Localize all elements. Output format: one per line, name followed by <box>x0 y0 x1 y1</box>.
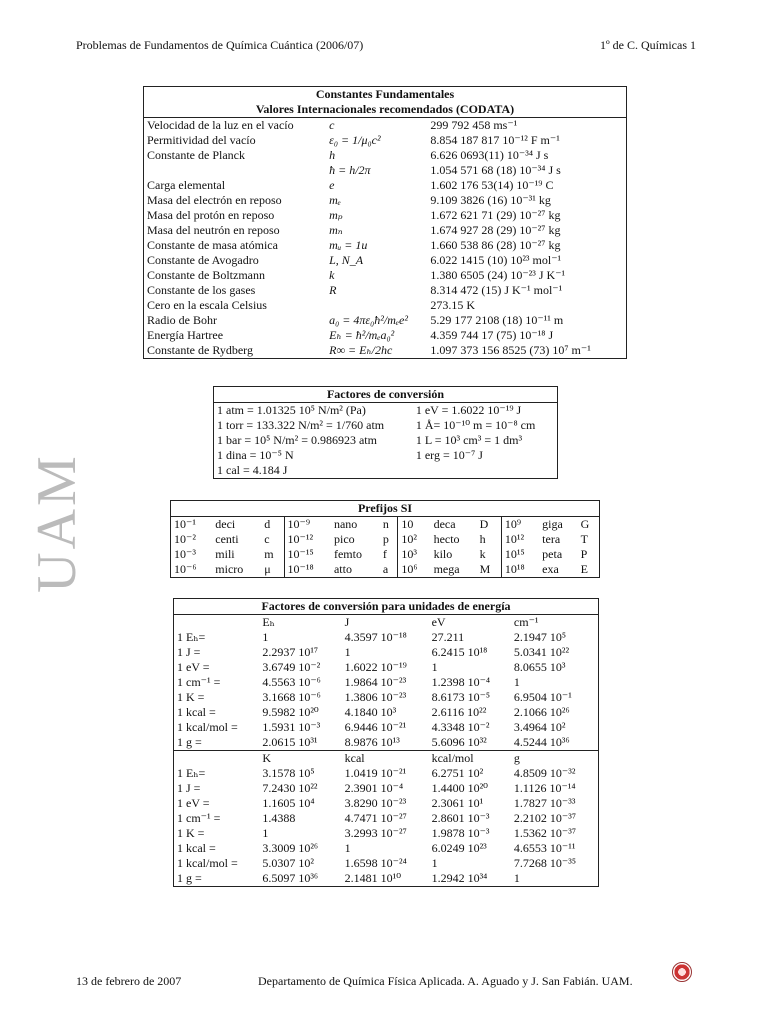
constant-value: 8.854 187 817 10⁻¹² F m⁻¹ <box>430 133 560 147</box>
prefix-symbol: a <box>382 562 389 576</box>
table-row <box>171 562 600 578</box>
table-row-cell: 1 Eₕ= <box>177 630 206 644</box>
table-row-cell: 1 <box>513 871 520 885</box>
prefix-name: giga <box>542 517 563 531</box>
table-row <box>214 403 558 419</box>
table-row-cell: 1.9878 10⁻³ <box>431 826 490 840</box>
prefix-name: exa <box>542 562 559 576</box>
energy-header-row <box>174 751 599 767</box>
table-row-cell: 3.6749 10⁻² <box>262 660 321 674</box>
prefixes-title: Prefijos SI <box>171 501 600 517</box>
table-row <box>174 630 599 645</box>
table-row <box>171 517 600 533</box>
table-row-cell: 2.2102 10⁻³⁷ <box>513 811 577 825</box>
prefix-power: 10¹⁸ <box>501 562 539 578</box>
conversion-left: 1 bar = 10⁵ N/m² = 0.986923 atm <box>217 433 377 447</box>
conversion-right <box>413 463 558 479</box>
prefix-symbol: E <box>580 562 588 576</box>
prefix-name: atto <box>333 562 352 576</box>
table-row-cell: 1 cm⁻¹ = <box>177 811 221 825</box>
prefix-symbol: m <box>264 547 274 561</box>
table-row <box>144 118 627 134</box>
table-row-cell: 4.8509 10⁻³² <box>513 766 576 780</box>
table-row-cell: 1 g = <box>177 871 202 885</box>
table-row-cell: 27.211 <box>431 630 465 644</box>
conversion-right: 1 L = 10³ cm³ = 1 dm³ <box>415 433 523 447</box>
energy-title: Factores de conversión para unidades de energía <box>174 599 599 615</box>
prefix-power: 10⁶ <box>398 562 431 578</box>
table-row <box>214 448 558 463</box>
prefix-name: hecto <box>433 532 460 546</box>
constant-symbol: R∞ = Eₕ/2hc <box>329 343 393 357</box>
constants-subtitle: Valores Internacionales recomendados (CODATA) <box>144 102 627 118</box>
table-row-cell: 1 K = <box>177 690 205 704</box>
table-row <box>144 253 627 268</box>
energy-header-row-cell: Eₕ <box>259 615 341 631</box>
constant-name: Energía Hartree <box>147 328 224 342</box>
table-row <box>144 343 627 359</box>
conversion-table <box>213 386 558 479</box>
table-row-cell: 1 eV = <box>177 660 210 674</box>
table-row <box>174 811 599 826</box>
table-row <box>144 208 627 223</box>
table-row-cell: 5.0307 10² <box>262 856 314 870</box>
table-row-cell: 3.4964 10² <box>513 720 566 734</box>
prefix-symbol: f <box>382 547 387 561</box>
table-row-cell: 7.2430 10²² <box>262 781 318 795</box>
table-row-cell: 2.1481 10¹⁰ <box>344 871 402 885</box>
constant-symbol: mₑ <box>329 193 341 207</box>
prefix-name: deci <box>215 517 236 531</box>
footer-credits: Departamento de Química Física Aplicada. A. Aguado y J. San Fabián. UAM. <box>258 974 633 988</box>
prefix-power: 10⁻² <box>174 532 196 546</box>
table-row <box>174 841 599 856</box>
table-row-cell: 4.7471 10⁻²⁷ <box>344 811 407 825</box>
table-row-cell: 1 cm⁻¹ = <box>177 675 221 689</box>
prefix-name: kilo <box>433 547 453 561</box>
table-row <box>144 178 627 193</box>
constant-value: 4.359 744 17 (75) 10⁻¹⁸ J <box>430 328 554 342</box>
constant-value: 1.672 621 71 (29) 10⁻²⁷ kg <box>430 208 561 222</box>
prefix-name: centi <box>215 532 239 546</box>
header-title: Problemas de Fundamentos de Química Cuántica (2006/07) <box>76 38 364 52</box>
constant-name: Masa del neutrón en reposo <box>147 223 280 237</box>
table-row-cell: 1 eV = <box>177 796 210 810</box>
constant-name: Constante de Boltzmann <box>147 268 265 282</box>
table-row <box>214 418 558 433</box>
prefix-symbol: D <box>479 517 489 531</box>
prefix-power: 10⁻¹ <box>174 517 196 531</box>
prefixes-table <box>170 500 600 578</box>
prefix-name: mega <box>433 562 460 576</box>
energy-header-row-cell: K <box>259 751 341 767</box>
table-row <box>144 238 627 253</box>
table-row <box>214 463 558 479</box>
table-row-cell: 1.9864 10⁻²³ <box>344 675 407 689</box>
energy-header-row-cell <box>174 615 260 631</box>
prefix-power: 10⁻⁹ <box>284 517 331 533</box>
constant-name: Constante de Avogadro <box>147 253 259 267</box>
constant-name: Carga elemental <box>147 178 226 192</box>
table-row <box>144 283 627 298</box>
energy-header-row-cell: J <box>342 615 429 631</box>
prefix-power: 10³ <box>398 547 431 562</box>
header-page: 1º de C. Químicas 1 <box>599 38 696 52</box>
constant-value: 273.15 K <box>430 298 476 312</box>
constant-symbol: e <box>329 178 335 192</box>
constant-value: 9.109 3826 (16) 10⁻³¹ kg <box>430 193 551 207</box>
table-row <box>174 645 599 660</box>
constant-name: Constante de Planck <box>147 148 245 162</box>
table-row-cell: 1.3806 10⁻²³ <box>344 690 407 704</box>
table-row-cell: 8.9876 10¹³ <box>344 735 400 749</box>
table-row-cell: 1.5931 10⁻³ <box>262 720 321 734</box>
energy-header-row-cell: cm⁻¹ <box>511 615 599 631</box>
constant-value: 1.054 571 68 (18) 10⁻³⁴ J s <box>430 163 561 177</box>
table-row-cell: 4.6553 10⁻¹¹ <box>513 841 576 855</box>
table-row-cell: 2.1947 10⁵ <box>513 630 567 644</box>
table-row-cell: 1.7827 10⁻³³ <box>513 796 576 810</box>
prefix-power: 10⁹ <box>501 517 539 533</box>
table-row-cell: 2.0615 10³¹ <box>262 735 318 749</box>
table-row-cell: 1 kcal/mol = <box>177 856 238 870</box>
conversion-left: 1 cal = 4.184 J <box>217 463 288 477</box>
table-row-cell: 6.0249 10²³ <box>431 841 487 855</box>
energy-header-row-cell: eV <box>429 615 511 631</box>
table-row-cell: 3.1668 10⁻⁶ <box>262 690 321 704</box>
table-row-cell: 1 J = <box>177 781 201 795</box>
constant-name: Constante de Rydberg <box>147 343 253 357</box>
constant-name: Masa del electrón en reposo <box>147 193 282 207</box>
table-row <box>174 871 599 887</box>
conversion-right: 1 erg = 10⁻⁷ J <box>415 448 483 462</box>
table-row-cell: 2.8601 10⁻³ <box>431 811 490 825</box>
table-row-cell: 1 g = <box>177 735 202 749</box>
constant-name <box>144 163 327 178</box>
table-row <box>174 796 599 811</box>
table-row <box>174 826 599 841</box>
prefix-power: 10¹² <box>501 532 539 547</box>
table-row-cell: 1 <box>344 645 351 659</box>
constant-symbol: c <box>329 118 335 132</box>
prefix-name: tera <box>542 532 561 546</box>
prefix-power: 10⁻³ <box>174 547 196 561</box>
constant-symbol: k <box>329 268 335 282</box>
prefix-name: deca <box>433 517 456 531</box>
energy-header-row <box>174 615 599 631</box>
footer-date: 13 de febrero de 2007 <box>76 974 182 988</box>
table-row-cell: 1 <box>513 675 520 689</box>
table-row-cell: 1 K = <box>177 826 205 840</box>
page-header <box>76 38 696 53</box>
table-row-cell: 1.1126 10⁻¹⁴ <box>513 781 576 795</box>
table-row-cell: 6.9504 10⁻¹ <box>513 690 572 704</box>
table-row <box>174 690 599 705</box>
energy-header-row-cell: g <box>511 751 599 767</box>
prefix-symbol: c <box>264 532 270 546</box>
conversion-right: 1 Å= 10⁻¹⁰ m = 10⁻⁸ cm <box>415 418 536 432</box>
constant-name: Permitividad del vacío <box>147 133 256 147</box>
energy-header-row-cell <box>174 751 260 767</box>
prefix-symbol: h <box>479 532 486 546</box>
constant-name: Constante de masa atómica <box>147 238 278 252</box>
energy-header-row-cell: kcal <box>342 751 429 767</box>
prefix-name: mili <box>215 547 235 561</box>
constant-name: Masa del protón en reposo <box>147 208 275 222</box>
constant-name: Cero en la escala Celsius <box>147 298 267 312</box>
conversion-left: 1 atm = 1.01325 10⁵ N/m² (Pa) <box>217 403 366 417</box>
prefix-power: 10⁻¹⁸ <box>284 562 331 578</box>
constant-name: Velocidad de la luz en el vacío <box>147 118 294 132</box>
table-row-cell: 1 <box>262 630 269 644</box>
table-row-cell: 1.4388 <box>262 811 296 825</box>
table-row-cell: 5.0341 10²² <box>513 645 570 659</box>
table-row-cell: 3.1578 10⁵ <box>262 766 315 780</box>
constant-symbol: R <box>329 283 337 297</box>
table-row-cell: 1.4400 10²⁰ <box>431 781 488 795</box>
table-row <box>174 705 599 720</box>
table-row <box>174 675 599 690</box>
table-row-cell: 1.0419 10⁻²¹ <box>344 766 407 780</box>
table-row <box>144 223 627 238</box>
table-row <box>144 268 627 283</box>
prefix-name: pico <box>333 532 355 546</box>
constant-name: Radio de Bohr <box>147 313 217 327</box>
constants-title: Constantes Fundamentales <box>315 87 455 101</box>
conversion-right: 1 eV = 1.6022 10⁻¹⁹ J <box>415 403 522 417</box>
table-row <box>144 163 627 178</box>
table-row-cell: 4.5244 10³⁶ <box>513 735 570 749</box>
table-row <box>144 328 627 343</box>
table-row-cell: 4.1840 10³ <box>344 705 397 719</box>
table-row-cell: 6.2751 10² <box>431 766 484 780</box>
table-row-cell: 8.6173 10⁻⁵ <box>431 690 491 704</box>
table-row-cell: 2.6116 10²² <box>431 705 487 719</box>
table-row-cell: 1.2942 10³⁴ <box>431 871 488 885</box>
prefix-power: 10² <box>398 532 431 547</box>
table-row-cell: 5.6096 10³² <box>431 735 487 749</box>
table-row-cell: 3.3009 10²⁶ <box>262 841 319 855</box>
table-row <box>144 148 627 163</box>
constant-value: 1.660 538 86 (28) 10⁻²⁷ kg <box>430 238 561 252</box>
prefix-power: 10 <box>398 517 431 533</box>
prefix-power: 10¹⁵ <box>501 547 539 562</box>
table-row <box>174 735 599 751</box>
table-row-cell: 9.5982 10²⁰ <box>262 705 319 719</box>
table-row-cell: 6.5097 10³⁶ <box>262 871 319 885</box>
table-row <box>174 720 599 735</box>
table-row <box>174 781 599 796</box>
table-row <box>171 532 600 547</box>
table-row-cell: 1 <box>431 660 438 674</box>
uam-logo-icon <box>672 962 692 982</box>
constant-symbol: a₀ = 4πε₀ħ²/mₑe² <box>329 313 408 327</box>
table-row-cell: 2.2937 10¹⁷ <box>262 645 319 659</box>
conversion-title: Factores de conversión <box>214 387 558 403</box>
table-row-cell: 2.3061 10¹ <box>431 796 484 810</box>
table-row <box>174 660 599 675</box>
constant-symbol: mₚ <box>329 208 343 222</box>
constant-symbol <box>326 298 427 313</box>
table-row-cell: 3.8290 10⁻²³ <box>344 796 407 810</box>
table-row-cell: 2.1066 10²⁶ <box>513 705 570 719</box>
constant-symbol: mₙ <box>329 223 343 237</box>
prefix-symbol: G <box>580 517 590 531</box>
constant-value: 8.314 472 (15) J K⁻¹ mol⁻¹ <box>430 283 563 297</box>
table-row-cell: 1.5362 10⁻³⁷ <box>513 826 577 840</box>
table-row-cell: 7.7268 10⁻³⁵ <box>513 856 577 870</box>
table-row-cell: 1 kcal = <box>177 841 216 855</box>
constant-value: 299 792 458 ms⁻¹ <box>430 118 518 132</box>
constant-value: 1.674 927 28 (29) 10⁻²⁷ kg <box>430 223 561 237</box>
conversion-left: 1 dina = 10⁻⁵ N <box>217 448 294 462</box>
table-row-cell: 1 Eₕ= <box>177 766 206 780</box>
table-row-cell: 1.6598 10⁻²⁴ <box>344 856 407 870</box>
table-row <box>214 433 558 448</box>
prefix-symbol: M <box>479 562 491 576</box>
table-row <box>144 313 627 328</box>
prefix-power: 10⁻⁶ <box>174 562 197 576</box>
table-row-cell: 4.3348 10⁻² <box>431 720 490 734</box>
prefix-name: nano <box>333 517 358 531</box>
prefix-name: femto <box>333 547 362 561</box>
constant-symbol: mᵤ = 1u <box>329 238 368 252</box>
table-row <box>144 193 627 208</box>
table-row-cell: 1.1605 10⁴ <box>262 796 315 810</box>
table-row-cell: 4.3597 10⁻¹⁸ <box>344 630 407 644</box>
table-row <box>171 547 600 562</box>
constant-symbol: ħ = h/2π <box>329 163 371 177</box>
prefix-symbol: k <box>479 547 486 561</box>
constant-value: 6.626 0693(11) 10⁻³⁴ J s <box>430 148 549 162</box>
prefix-symbol: T <box>580 532 588 546</box>
table-row <box>174 766 599 781</box>
constant-symbol: L, N_A <box>329 253 364 267</box>
table-row <box>174 856 599 871</box>
table-row-cell: 2.3901 10⁻⁴ <box>344 781 404 795</box>
energy-table <box>173 598 599 887</box>
constant-value: 5.29 177 2108 (18) 10⁻¹¹ m <box>430 313 564 327</box>
table-row-cell: 4.5563 10⁻⁶ <box>262 675 321 689</box>
constants-table <box>143 86 627 359</box>
table-row-cell: 1 kcal = <box>177 705 216 719</box>
table-row-cell: 1 <box>262 826 269 840</box>
table-row-cell: 6.9446 10⁻²¹ <box>344 720 407 734</box>
constant-symbol: Eₕ = ħ²/mₑa₀² <box>329 328 395 342</box>
prefix-power: 10⁻¹² <box>284 532 331 547</box>
conversion-left: 1 torr = 133.322 N/m² = 1/760 atm <box>217 418 385 432</box>
prefix-name: peta <box>542 547 563 561</box>
table-row-cell: 1 J = <box>177 645 201 659</box>
prefix-power: 10⁻¹⁵ <box>284 547 331 562</box>
uam-watermark: UAM <box>26 453 88 593</box>
prefix-symbol: P <box>580 547 588 561</box>
table-row-cell: 8.0655 10³ <box>513 660 566 674</box>
table-row <box>144 298 627 313</box>
table-row-cell: 1.6022 10⁻¹⁹ <box>344 660 407 674</box>
table-row-cell: 6.2415 10¹⁸ <box>431 645 488 659</box>
energy-header-row-cell: kcal/mol <box>429 751 511 767</box>
constant-symbol: ε₀ = 1/μ₀c² <box>329 133 381 147</box>
constant-name: Constante de los gases <box>147 283 256 297</box>
prefix-symbol: μ <box>264 562 271 576</box>
prefix-symbol: n <box>382 517 389 531</box>
table-row-cell: 1 <box>431 856 438 870</box>
table-row-cell: 1 <box>344 841 351 855</box>
table-row <box>144 133 627 148</box>
constant-value: 1.097 373 156 8525 (73) 10⁷ m⁻¹ <box>430 343 591 357</box>
constant-value: 6.022 1415 (10) 10²³ mol⁻¹ <box>430 253 562 267</box>
page-footer <box>76 974 696 989</box>
prefix-symbol: p <box>382 532 389 546</box>
table-row-cell: 3.2993 10⁻²⁷ <box>344 826 407 840</box>
constant-symbol: h <box>329 148 336 162</box>
prefix-name: micro <box>215 562 244 576</box>
prefix-symbol: d <box>264 517 271 531</box>
constant-value: 1.602 176 53(14) 10⁻¹⁹ C <box>430 178 554 192</box>
table-row-cell: 1.2398 10⁻⁴ <box>431 675 491 689</box>
table-row-cell: 1 kcal/mol = <box>177 720 238 734</box>
constant-value: 1.380 6505 (24) 10⁻²³ J K⁻¹ <box>430 268 566 282</box>
